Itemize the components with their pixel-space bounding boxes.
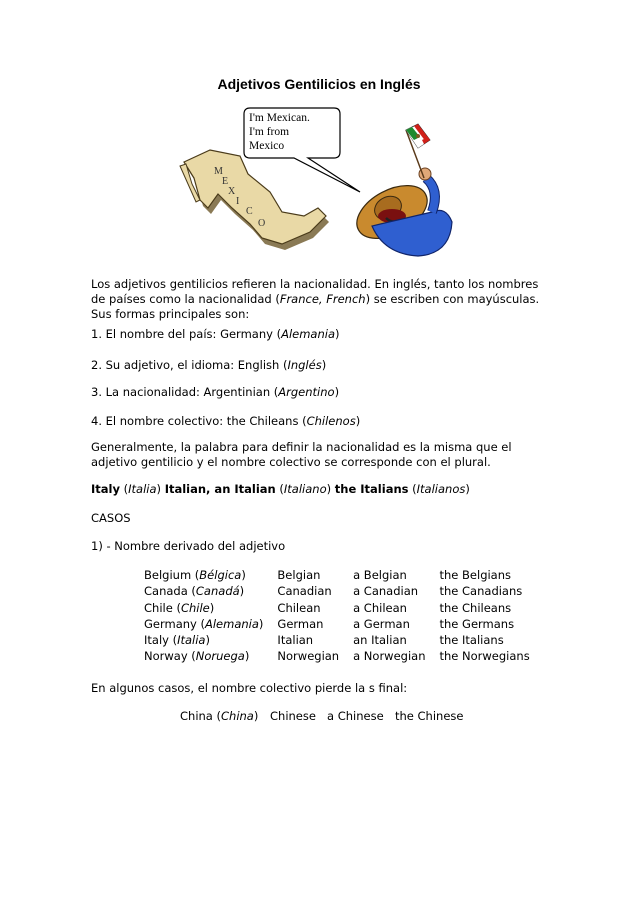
bubble-line: I'm Mexican. (249, 112, 310, 124)
mexican-cartoon-image (170, 104, 470, 264)
table-row: Italy (Italia) Italian an Italian the Italians (144, 633, 504, 648)
map-letter: C (246, 206, 253, 217)
mexican-man (348, 168, 452, 256)
map-letter: I (236, 196, 240, 207)
general-paragraph: Generalmente, la palabra para definir la nacionalidad es la misma que el adjetivo gentilicio y el nombre colectivo se corresponde con el plural. (91, 440, 512, 469)
mexico-illustration (170, 104, 470, 264)
map-letter: O (258, 218, 266, 229)
form-item: 4. El nombre colectivo: the Chileans (Chilenos) (91, 414, 361, 428)
intro-paragraph: Los adjetivos gentilicios refieren la nacionalidad. En inglés, tanto los nombres de países como la nacionalidad (France, French) se escriben con mayúsculas. Sus formas principales son: (91, 277, 540, 321)
page-title: Adjetivos Gentilicios en Inglés (217, 76, 421, 92)
casos-heading: CASOS (91, 511, 131, 525)
plural-note: En algunos casos, el nombre colectivo pierde la s final: (91, 681, 408, 695)
china-country: China (China) (180, 709, 259, 723)
table-row: Germany (Alemania) German a German the Germans (144, 616, 515, 631)
form-item: 1. El nombre del país: Germany (Alemania) (91, 327, 340, 341)
china-adjective: Chinese (270, 709, 316, 723)
map-letter: M (214, 166, 223, 177)
speech-bubble-text (249, 111, 310, 153)
table-row: Norway (Noruega) Norwegian a Norwegian the Norwegians (144, 649, 530, 664)
map-letter: E (222, 176, 229, 187)
form-item: 2. Su adjetivo, el idioma: English (Inglés) (91, 358, 327, 372)
case1-heading: 1) - Nombre derivado del adjetivo (91, 539, 286, 553)
map-letter: X (228, 186, 236, 197)
bubble-line: Mexico (249, 140, 285, 152)
china-person: a Chinese (327, 709, 384, 723)
form-item: 3. La nacionalidad: Argentinian (Argentino) (91, 385, 340, 399)
table-row: Canada (Canadá) Canadian a Canadian the Canadians (144, 584, 523, 599)
italy-example: Italy (Italia) Italian, an Italian (Italiano) the Italians (Italianos) (91, 482, 470, 496)
bubble-line: I'm from (249, 126, 290, 138)
china-collective: the Chinese (395, 709, 464, 723)
case1-table (140, 568, 540, 666)
table-row: Chile (Chile) Chilean a Chilean the Chileans (144, 600, 512, 615)
table-row: Belgium (Bélgica) Belgian a Belgian the Belgians (144, 568, 512, 582)
